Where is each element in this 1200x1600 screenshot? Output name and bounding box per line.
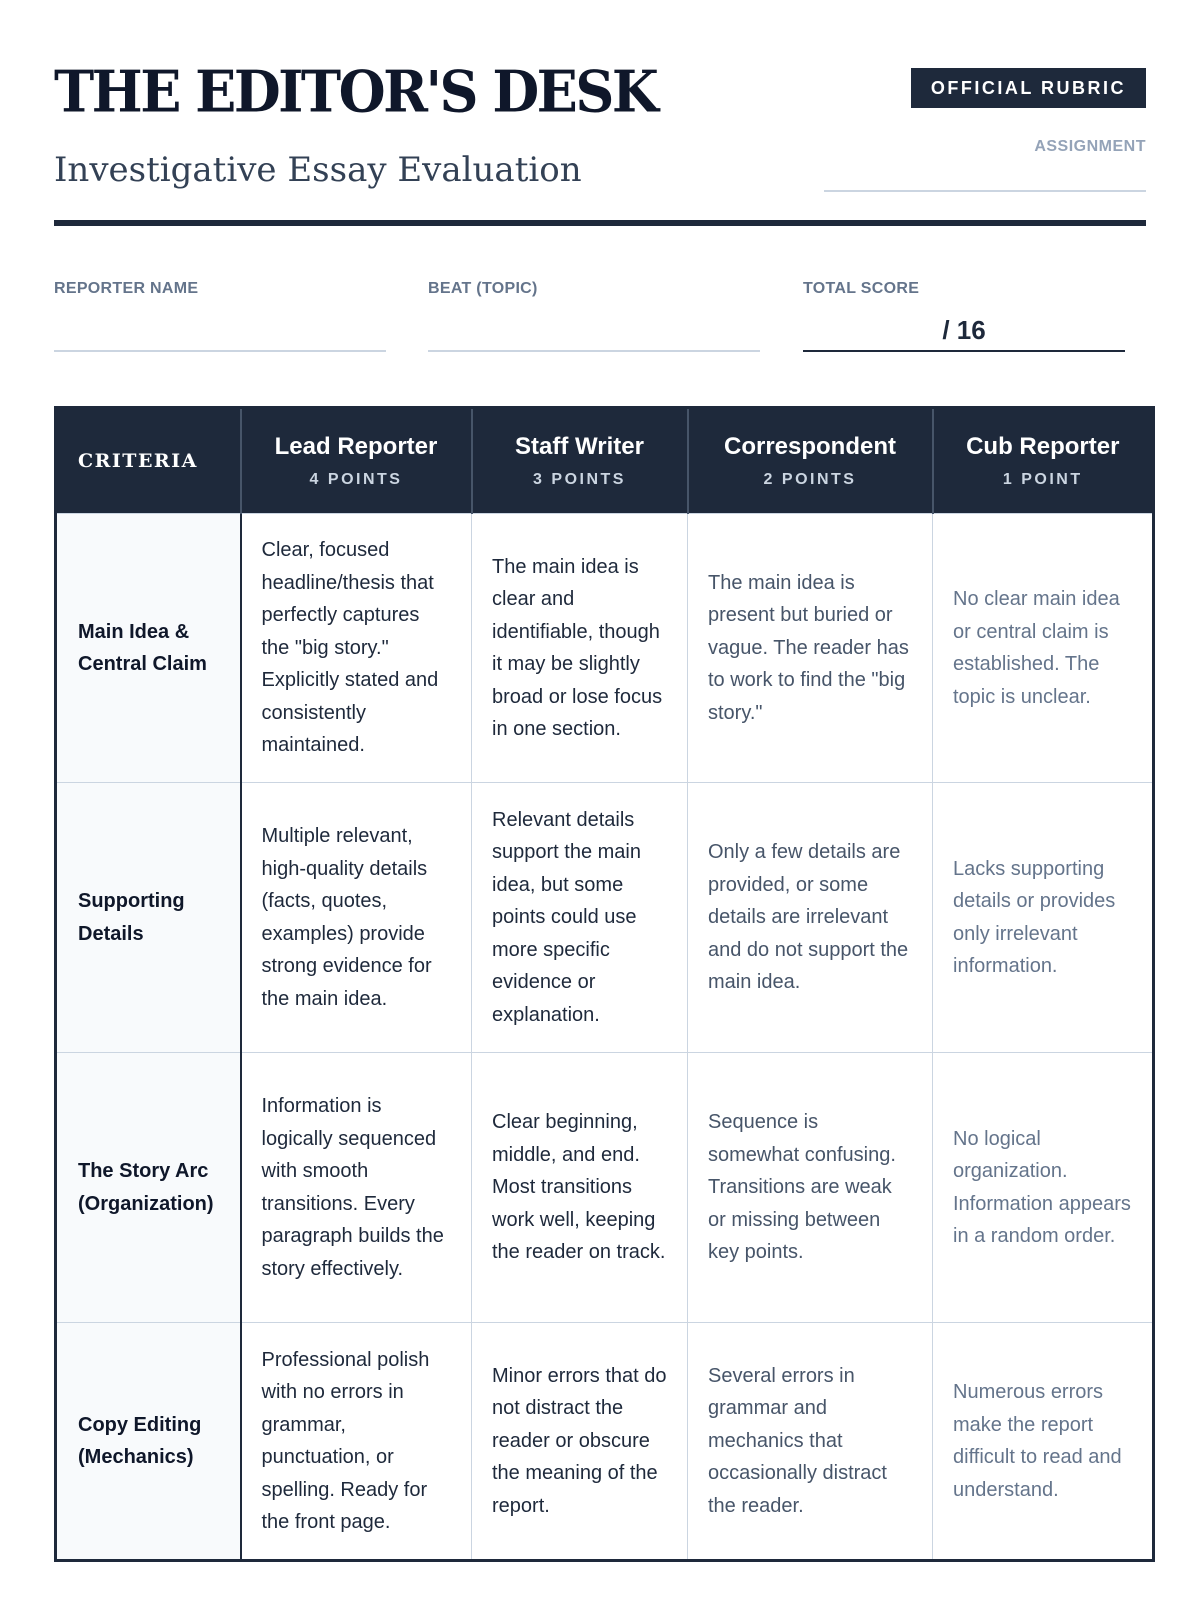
info-fields <box>54 280 1146 352</box>
level-name: Lead Reporter <box>274 433 438 460</box>
rubric-cell: Clear, focused headline/thesis that perfectly captures the "big story." Explicitly stated and consistently maintained. <box>241 514 472 783</box>
rubric-row <box>56 1053 1154 1323</box>
rubric-table <box>54 406 1155 1562</box>
level-name: Cub Reporter <box>966 433 1120 460</box>
rubric-cell: Several errors in grammar and mechanics that occasionally distract the reader. <box>688 1323 933 1561</box>
beat-topic-input[interactable] <box>428 350 760 352</box>
criterion-label: Supporting Details <box>56 783 241 1053</box>
rubric-header-row <box>56 408 1154 514</box>
rubric-cell: Relevant details support the main idea, but some points could use more specific evidence or explanation. <box>472 783 688 1053</box>
rubric-row <box>56 1323 1154 1561</box>
criterion-label: Main Idea & Central Claim <box>56 514 241 783</box>
rubric-cell: No logical organization. Information appears in a random order. <box>933 1053 1154 1323</box>
level-name: Correspondent <box>723 433 896 460</box>
criterion-label: Copy Editing (Mechanics) <box>56 1323 241 1561</box>
rubric-cell: Information is logically sequenced with smooth transitions. Every paragraph builds the story effectively. <box>241 1053 472 1323</box>
level-header <box>933 408 1154 514</box>
rubric-row <box>56 783 1154 1053</box>
rubric-cell: The main idea is clear and identifiable, though it may be slightly broad or lose focus in one section. <box>472 514 688 783</box>
rubric-cell: Only a few details are provided, or some details are irrelevant and do not support the main idea. <box>688 783 933 1053</box>
rubric-cell: Professional polish with no errors in grammar, punctuation, or spelling. Ready for the front page. <box>241 1323 472 1561</box>
level-points: 4 POINTS <box>309 471 403 488</box>
reporter-name-input[interactable] <box>54 350 386 352</box>
rubric-cell: Sequence is somewhat confusing. Transitions are weak or missing between key points. <box>688 1053 933 1323</box>
total-score-value: / 16 <box>942 315 986 345</box>
rubric-row <box>56 514 1154 783</box>
reporter-name-label: REPORTER NAME <box>54 280 199 297</box>
level-points: 1 POINT <box>1002 471 1083 488</box>
assignment-field[interactable] <box>824 190 1146 192</box>
rubric-cell: Lacks supporting details or provides only irrelevant information. <box>933 783 1154 1053</box>
level-header <box>241 408 472 514</box>
rubric-cell: Clear beginning, middle, and end. Most transitions work well, keeping the reader on track. <box>472 1053 688 1323</box>
beat-topic-field[interactable] <box>428 280 760 352</box>
official-rubric-badge: OFFICIAL RUBRIC <box>911 68 1146 108</box>
total-score-field[interactable] <box>803 280 1125 352</box>
criteria-header: CRITERIA <box>56 408 241 514</box>
rubric-cell: Minor errors that do not distract the reader or obscure the meaning of the report. <box>472 1323 688 1561</box>
total-score-label: TOTAL SCORE <box>803 280 920 297</box>
rubric-cell: No clear main idea or central claim is established. The topic is unclear. <box>933 514 1154 783</box>
beat-topic-label: BEAT (TOPIC) <box>428 280 538 297</box>
page-subtitle: Investigative Essay Evaluation <box>54 150 582 190</box>
masthead-title: THE EDITOR'S DESK <box>54 58 657 126</box>
rubric-cell: Multiple relevant, high-quality details (facts, quotes, examples) provide strong evidence for the main idea. <box>241 783 472 1053</box>
level-points: 3 POINTS <box>533 471 626 488</box>
level-header <box>688 408 933 514</box>
total-score-input[interactable] <box>803 350 1125 352</box>
level-points: 2 POINTS <box>763 471 857 488</box>
page-header <box>54 0 1146 226</box>
rubric-cell: The main idea is present but buried or vague. The reader has to work to find the "big story." <box>688 514 933 783</box>
rubric-cell: Numerous errors make the report difficult to read and understand. <box>933 1323 1154 1561</box>
level-name: Staff Writer <box>515 433 644 460</box>
criterion-label: The Story Arc (Organization) <box>56 1053 241 1323</box>
reporter-name-field[interactable] <box>54 280 386 352</box>
level-header <box>472 408 688 514</box>
header-rule <box>54 220 1146 226</box>
assignment-label: ASSIGNMENT <box>1034 138 1146 155</box>
